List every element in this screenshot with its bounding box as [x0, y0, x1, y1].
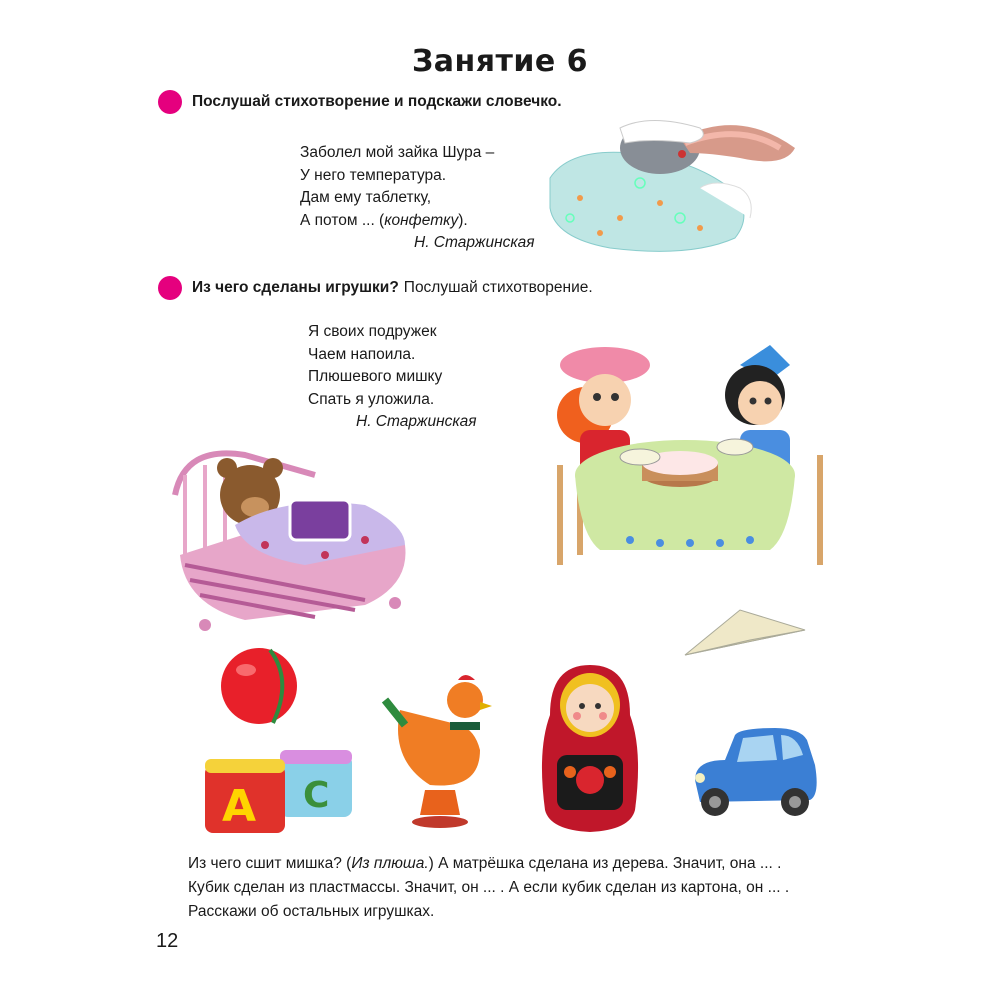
bottom-line-1: Из чего сшит мишка? (Из плюша.) А матрёшка сделана из дерева. Значит, она ... . — [188, 855, 782, 872]
task-1-heading — [158, 90, 567, 114]
poem-2-line-4: Спать я уложила. — [308, 390, 435, 408]
poem-1-line-3: Дам ему таблетку, — [300, 189, 432, 206]
ball-illustration — [218, 645, 300, 727]
poem-1-line-1: Заболел мой зайка Шура – — [300, 144, 495, 161]
dolls-tea-party-illustration — [540, 335, 840, 575]
toy-car-illustration — [685, 720, 825, 820]
task-2-heading — [158, 276, 593, 300]
poem-2-line-3: Плюшевого мишку — [308, 368, 443, 385]
cube-letter-c: C — [303, 775, 330, 816]
rooster-toy-illustration — [380, 670, 500, 830]
paper-plane-illustration — [680, 600, 810, 665]
bottom-line-3: Расскажи об остальных игрушках. — [188, 903, 435, 920]
page-number: 12 — [156, 930, 179, 952]
page-title: Занятие 6 — [411, 44, 589, 79]
poem-2-line-2: Чаем напоила. — [308, 345, 416, 363]
cube-letter-a: A — [222, 781, 257, 832]
bottom-questions — [188, 852, 908, 924]
bottom-line-2: Кубик сделан из пластмассы. Значит, он ... . А если кубик сделан из картона, он ... . — [188, 879, 790, 896]
poem-2-line-1: Я своих подружек — [308, 323, 437, 340]
bullet-dot-icon — [158, 276, 182, 300]
poem-2-author: Н. Старжинская — [356, 413, 477, 430]
letter-cubes-illustration — [200, 745, 360, 835]
bear-in-bed-illustration — [165, 435, 415, 635]
poem-2 — [308, 321, 477, 434]
task-1-instruction: Послушай стихотворение и подскажи словечко. — [192, 93, 562, 110]
poem-1-line-2: У него температура. — [300, 166, 447, 184]
sick-bunny-illustration — [540, 108, 800, 258]
bullet-dot-icon — [158, 90, 182, 114]
poem-1-author: Н. Старжинская — [414, 234, 535, 251]
task-2-instruction: Послушай стихотворение. — [403, 279, 593, 296]
task-2-question: Из чего сделаны игрушки? — [192, 279, 399, 296]
matryoshka-illustration — [535, 660, 645, 835]
poem-1 — [300, 142, 535, 255]
poem-1-line-4: А потом ... (конфетку). — [300, 211, 468, 229]
